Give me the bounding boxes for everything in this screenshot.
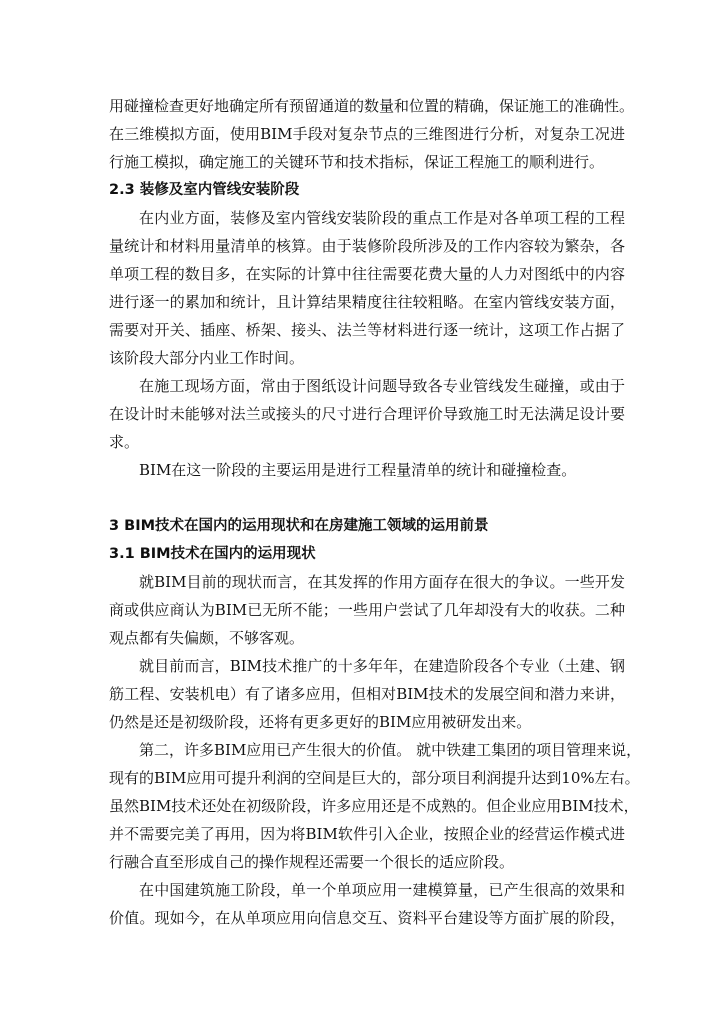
text-line: 就目前而言，BIM技术推广的十多年年，在建造阶段各个专业（土建、钢 (139, 657, 625, 675)
text-line: 在设计时未能够对法兰或接头的尺寸进行合理评价导致施工时无法满足设计要 (109, 405, 625, 423)
text-line: 进行逐一的累加和统计，且计算结果精度往往较粗略。在室内管线安装方面， (109, 293, 625, 311)
text-line: 在中国建筑施工阶段，单一个单项应用一建模算量，已产生很高的效果和 (139, 881, 625, 899)
text-line: 量统计和材料用量清单的核算。由于装修阶段所涉及的工作内容较为繁杂，各 (109, 237, 625, 255)
document-body (109, 92, 642, 932)
text-line: 单项工程的数目多，在实际的计算中往往需要花费大量的人力对图纸中的内容 (109, 265, 625, 283)
section-heading-3-1: 3.1 BIM技术在国内的运用现状 (109, 546, 316, 562)
text-line: BIM在这一阶段的主要运用是进行工程量清单的统计和碰撞检查。 (139, 461, 577, 479)
text-line: 在施工现场方面，常由于图纸设计问题导致各专业管线发生碰撞，或由于 (139, 377, 625, 395)
text-line: 行融合直至形成自己的操作规程还需要一个很长的适应阶段。 (109, 853, 515, 871)
text-line: 仍然是还是初级阶段，还将有更多更好的BIM应用被研发出来。 (109, 713, 532, 731)
text-line: 在内业方面，装修及室内管线安装阶段的重点工作是对各单项工程的工程 (139, 209, 625, 227)
text-line: 虽然BIM技术还处在初级阶段，许多应用还是不成熟的。但企业应用BIM技术， (109, 797, 639, 815)
section-heading-3: 3 BIM技术在国内的运用现状和在房建施工领域的运用前景 (109, 518, 489, 534)
text-line: 筋工程、安装机电）有了诸多应用，但相对BIM技术的发展空间和潜力来讲， (109, 685, 625, 703)
section-heading-2-3: 2.3 装修及室内管线安装阶段 (109, 182, 300, 198)
spacer (109, 484, 625, 512)
text-line: 该阶段大部分内业工作时间。 (109, 349, 305, 367)
text-line: 第二，许多BIM应用已产生很大的价值。 就中铁建工集团的项目管理来说， (139, 741, 642, 759)
text-line: 用碰撞检查更好地确定所有预留通道的数量和位置的精确，保证施工的准确性。 (109, 97, 635, 115)
text-line: 商或供应商认为BIM已无所不能；一些用户尝试了几年却没有大的收获。二种 (109, 601, 625, 619)
text-line: 在三维模拟方面，使用BIM手段对复杂节点的三维图进行分析，对复杂工况进 (109, 125, 625, 143)
text-line: 现有的BIM应用可提升利润的空间是巨大的，部分项目利润提升达到10%左右。 (109, 769, 640, 787)
text-line: 并不需要完美了再用，因为将BIM软件引入企业，按照企业的经营运作模式进 (109, 825, 625, 843)
text-line: 就BIM目前的现状而言，在其发挥的作用方面存在很大的争议。一些开发 (139, 573, 625, 591)
text-line: 需要对开关、插座、桥架、接头、法兰等材料进行逐一统计，这项工作占据了 (109, 321, 625, 339)
text-line: 行施工模拟，确定施工的关键环节和技术指标，保证工程施工的顺利进行。 (109, 153, 605, 171)
text-line: 价值。现如今，在从单项应用向信息交互、资料平台建设等方面扩展的阶段， (109, 909, 625, 927)
text-line: 观点都有失偏颇，不够客观。 (109, 629, 305, 647)
text-line: 求。 (109, 433, 140, 451)
